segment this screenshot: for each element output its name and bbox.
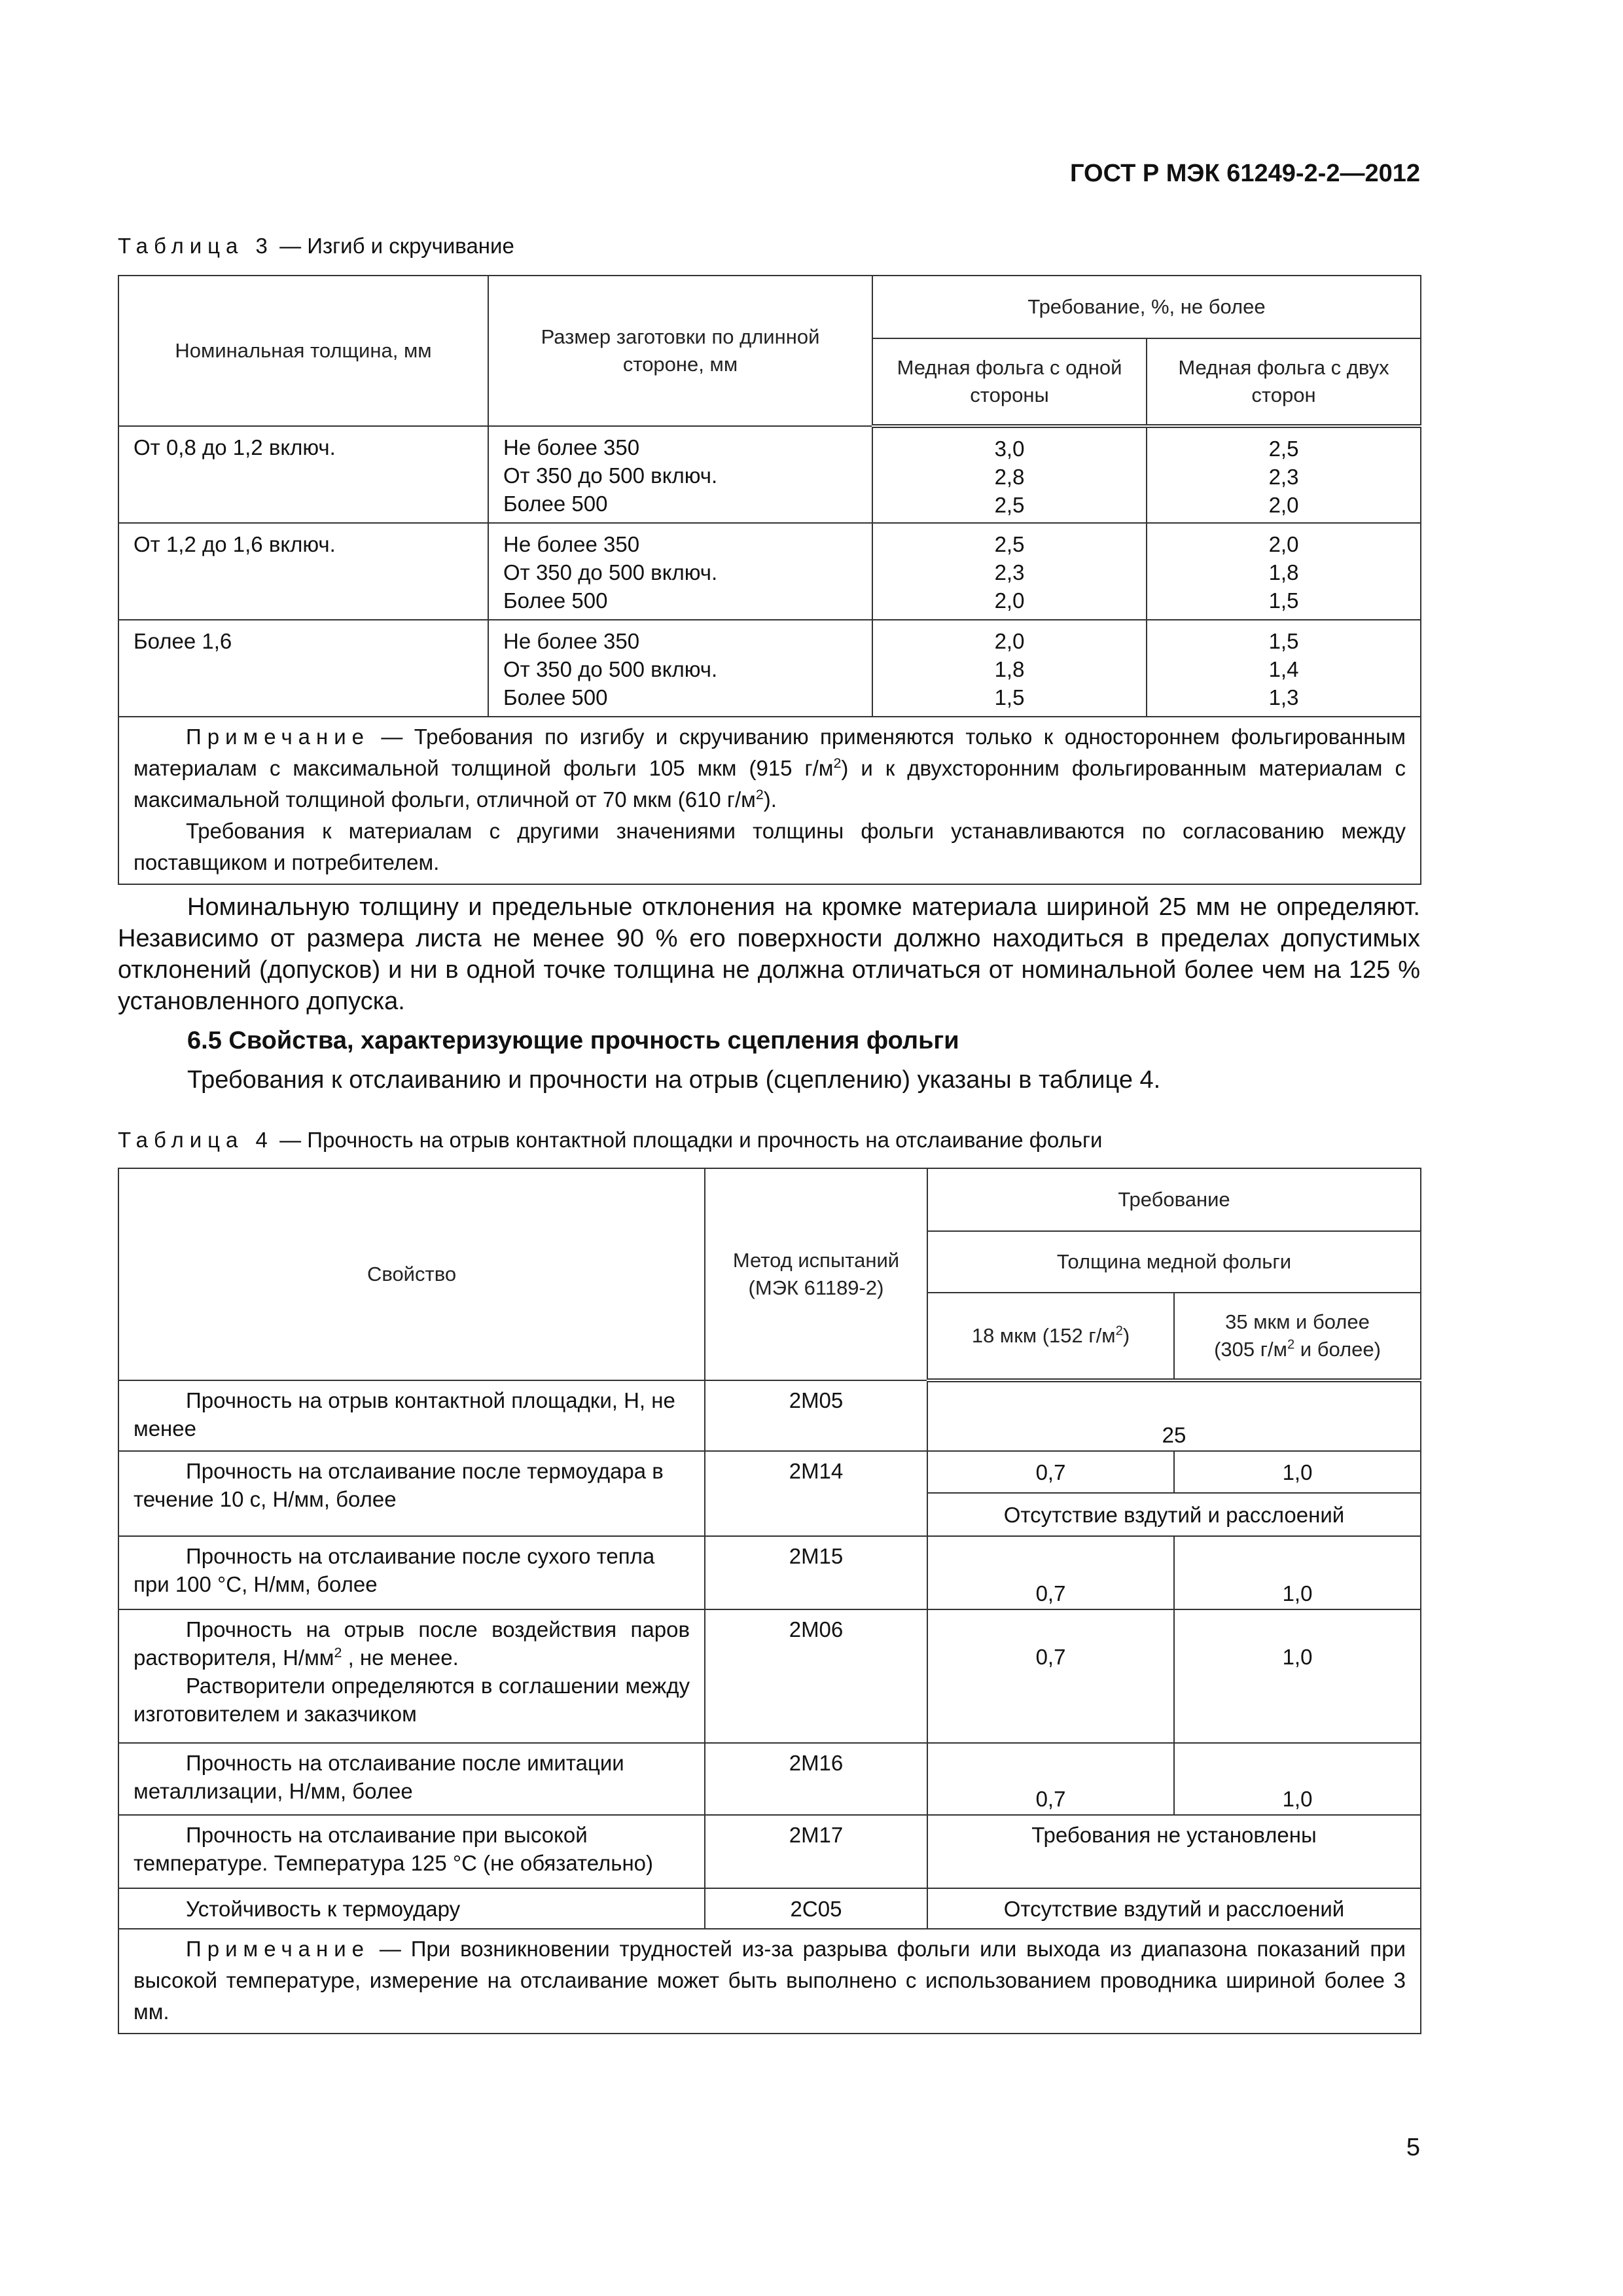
header-one-side-foil: Медная фольга с одной стороны bbox=[872, 338, 1147, 426]
header-two-sides-foil: Медная фольга с двух сторон bbox=[1147, 338, 1421, 426]
value-cell: 1,0 bbox=[1174, 1609, 1421, 1743]
page-number: 5 bbox=[1406, 2134, 1420, 2161]
table-row bbox=[118, 1888, 1421, 1929]
property-cell: Прочность на отрыв контактной площадки, Н, не менее bbox=[118, 1380, 705, 1451]
two-sides-values: 1,5 1,4 1,3 bbox=[1147, 620, 1421, 717]
header-18um: 18 мкм (152 $г/м^2$) bbox=[927, 1293, 1174, 1380]
two-sides-values: 2,0 1,8 1,5 bbox=[1147, 523, 1421, 620]
property-cell: Прочность на отслаивание после термоудара в течение 10 с, Н/мм, более bbox=[118, 1451, 705, 1536]
method-cell: 2M14 bbox=[705, 1451, 927, 1536]
table-row bbox=[118, 1609, 1421, 1743]
property-cell: Прочность на отслаивание при высокой температуре. Температура 125 °С (не обязательно) bbox=[118, 1815, 705, 1888]
body-paragraph: Номинальную толщину и предельные отклонения на кромке материала шириной 25 мм не определяют. Независимо от размера листа не менее 90 % его поверхности должно находиться в пределах допустимых отклонений (допусков) и ни в одной точке толщина не должна отличаться от номинальной более чем на 125 % установленного допуска. bbox=[118, 893, 1420, 1015]
table3-caption bbox=[118, 233, 514, 259]
table4-caption-prefix: Таблица 4 bbox=[118, 1128, 274, 1152]
one-side-values: 2,5 2,3 2,0 bbox=[872, 523, 1147, 620]
table-row bbox=[118, 426, 1421, 523]
size-cell: Не более 350 От 350 до 500 включ. Более 500 bbox=[488, 620, 872, 717]
table3-caption-prefix: Таблица 3 bbox=[118, 234, 274, 258]
value-cell: Отсутствие вздутий и расслоений bbox=[927, 1888, 1421, 1929]
document-number-header: ГОСТ Р МЭК 61249-2-2—2012 bbox=[1070, 160, 1420, 187]
table4-caption bbox=[118, 1127, 1102, 1153]
header-requirement: Требование bbox=[927, 1168, 1421, 1231]
value-cell: 1,0 bbox=[1174, 1743, 1421, 1815]
property-cell: Прочность на отслаивание после имитации металлизации, Н/мм, более bbox=[118, 1743, 705, 1815]
table4-note-row bbox=[118, 1929, 1421, 2034]
table-row bbox=[118, 523, 1421, 620]
body-paragraph-2: Требования к отслаиванию и прочности на отрыв (сцеплению) указаны в таблице 4. bbox=[187, 1066, 1161, 1094]
value-cell: 0,7 bbox=[927, 1451, 1174, 1493]
value-cell: 1,0 bbox=[1174, 1451, 1421, 1493]
table-row bbox=[118, 1536, 1421, 1609]
size-cell: Не более 350 От 350 до 500 включ. Более 500 bbox=[488, 523, 872, 620]
table-row bbox=[118, 1743, 1421, 1815]
method-cell: 2C05 bbox=[705, 1888, 927, 1929]
table4-peel-strength bbox=[118, 1168, 1421, 2034]
method-cell: 2M06 bbox=[705, 1609, 927, 1743]
table-row bbox=[118, 1380, 1421, 1451]
property-cell: Прочность на отрыв после воздействия паров растворителя, $Н/мм^2$ , не менее. Растворители определяются в соглашении между изготовителем и заказчиком bbox=[118, 1609, 705, 1743]
value-cell: 0,7 bbox=[927, 1536, 1174, 1609]
method-cell: 2M17 bbox=[705, 1815, 927, 1888]
size-cell: Не более 350 От 350 до 500 включ. Более 500 bbox=[488, 426, 872, 523]
value-cell: Отсутствие вздутий и расслоений bbox=[927, 1493, 1421, 1536]
property-cell: Прочность на отслаивание после сухого тепла при 100 °С, Н/мм, более bbox=[118, 1536, 705, 1609]
value-cell: 25 bbox=[927, 1380, 1421, 1451]
note-label: Примечание bbox=[186, 1937, 370, 1961]
value-cell: 0,7 bbox=[927, 1609, 1174, 1743]
method-cell: 2M05 bbox=[705, 1380, 927, 1451]
thickness-cell: От 0,8 до 1,2 включ. bbox=[118, 426, 488, 523]
table3-note: Примечание — Требования по изгибу и скручиванию применяются только к одностороннем фольгированным материалам с максимальной толщиной фольги 105 мкм (915 $г/м^2$) и к двухсторонним фольгированным материалам с максимальной толщиной фольги, отличной от 70 мкм (610 $г/м^2$). Требования к материалам с другими значениями толщины фольги устанавливаются по согласованию между поставщиком и потребителем. bbox=[118, 717, 1421, 884]
header-test-method: Метод испытаний (МЭК 61189-2) bbox=[705, 1168, 927, 1380]
header-35um: 35 мкм и более (305 $г/м^2$ и более) bbox=[1174, 1293, 1421, 1380]
method-cell: 2M15 bbox=[705, 1536, 927, 1609]
value-cell: Требования не установлены bbox=[927, 1815, 1421, 1888]
table4-note: Примечание — При возникновении трудностей из-за разрыва фольги или выхода из диапазона показаний при высокой температуре, измерение на отслаивание может быть выполнено с использованием проводника шириной более 3 мм. bbox=[118, 1929, 1421, 2034]
thickness-cell: От 1,2 до 1,6 включ. bbox=[118, 523, 488, 620]
table-row bbox=[118, 1451, 1421, 1493]
table-row bbox=[118, 1815, 1421, 1888]
note-paragraph: Требования к материалам с другими значениями толщины фольги устанавливаются по согласованию между поставщиком и потребителем. bbox=[134, 819, 1406, 874]
header-blank-size: Размер заготовки по длинной стороне, мм bbox=[488, 276, 872, 426]
section-heading: 6.5 Свойства, характеризующие прочность сцепления фольги bbox=[187, 1027, 959, 1054]
property-cell: Устойчивость к термоудару bbox=[118, 1888, 705, 1929]
table3-note-row bbox=[118, 717, 1421, 884]
thickness-cell: Более 1,6 bbox=[118, 620, 488, 717]
value-cell: 1,0 bbox=[1174, 1536, 1421, 1609]
value-cell: 0,7 bbox=[927, 1743, 1174, 1815]
table-row bbox=[118, 620, 1421, 717]
header-property: Свойство bbox=[118, 1168, 705, 1380]
two-sides-values: 2,5 2,3 2,0 bbox=[1147, 426, 1421, 523]
table3-bending-twisting bbox=[118, 275, 1421, 885]
header-nominal-thickness: Номинальная толщина, мм bbox=[118, 276, 488, 426]
method-cell: 2M16 bbox=[705, 1743, 927, 1815]
one-side-values: 2,0 1,8 1,5 bbox=[872, 620, 1147, 717]
table3-caption-title: — Изгиб и скручивание bbox=[273, 234, 514, 258]
note-label: Примечание bbox=[186, 725, 370, 749]
header-requirement: Требование, %, не более bbox=[872, 276, 1421, 338]
table4-caption-title: — Прочность на отрыв контактной площадки и прочность на отслаивание фольги bbox=[273, 1128, 1103, 1152]
one-side-values: 3,0 2,8 2,5 bbox=[872, 426, 1147, 523]
header-foil-thickness: Толщина медной фольги bbox=[927, 1231, 1421, 1293]
